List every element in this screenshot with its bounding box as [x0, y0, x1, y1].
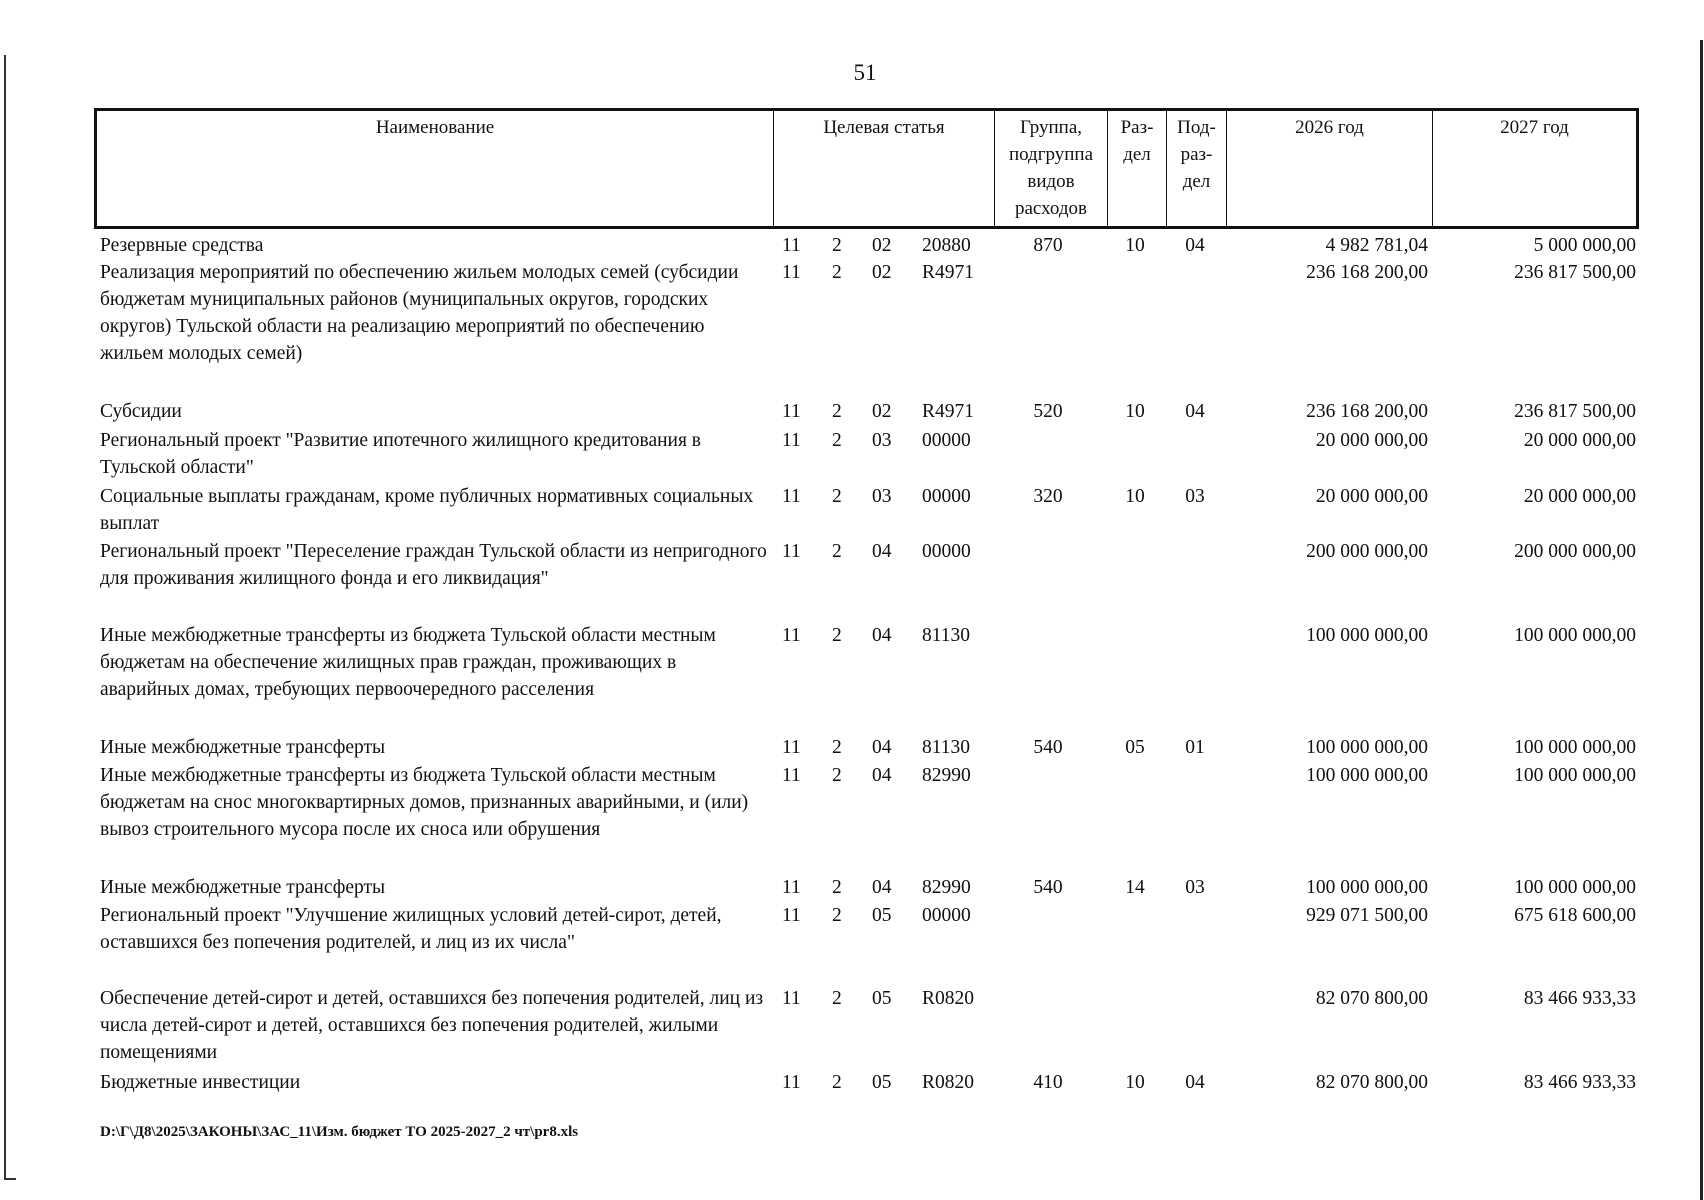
- scan-edge-left-foot: [4, 1178, 16, 1180]
- row-group: 540: [1033, 877, 1063, 898]
- row-target-direction: 81130: [922, 625, 971, 646]
- row-name: Иные межбюджетные трансферты из бюджета Тульской области местным бюджетам на снос многоквартирных домов, признанных аварийными, и (или) вывоз строительного мусора после их сноса или обрушения: [100, 765, 749, 840]
- row-year-2026: 236 168 200,00: [1306, 262, 1428, 283]
- row-target-direction: R0820: [922, 1072, 975, 1093]
- row-target-event: 04: [872, 541, 892, 562]
- row-target-subprogram: 2: [832, 1072, 842, 1093]
- header-subsection-line-2: раз-: [1180, 144, 1213, 165]
- row-target-program: 11: [782, 905, 801, 926]
- row-name: Региональный проект "Развитие ипотечного жилищного кредитования в Тульской области": [100, 430, 702, 478]
- row-target-subprogram: 2: [832, 737, 842, 758]
- row-name: Обеспечение детей-сирот и детей, оставшихся без попечения родителей, лиц из числа детей-сирот и детей, оставшихся без попечения родителей, жилыми помещениями: [100, 988, 764, 1063]
- row-year-2026: 82 070 800,00: [1315, 1072, 1428, 1093]
- row-target-event: 05: [872, 1072, 892, 1093]
- row-target-program: 11: [782, 1072, 801, 1093]
- row-target-direction: R0820: [922, 988, 975, 1009]
- row-group: 870: [1033, 235, 1063, 256]
- row-group: 410: [1033, 1072, 1063, 1093]
- row-target-event: 04: [872, 737, 892, 758]
- row-target-program: 11: [782, 765, 801, 786]
- row-year-2026: 929 071 500,00: [1306, 905, 1428, 926]
- row-target-direction: 82990: [922, 765, 971, 786]
- row-subsection: 04: [1185, 401, 1205, 422]
- row-subsection: 03: [1185, 486, 1205, 507]
- row-section: 10: [1125, 486, 1145, 507]
- row-year-2027: 100 000 000,00: [1514, 765, 1636, 786]
- row-name: Иные межбюджетные трансферты: [100, 737, 386, 758]
- row-section: 14: [1125, 877, 1145, 898]
- header-group-line-3: видов: [1027, 171, 1075, 192]
- row-target-direction: 82990: [922, 877, 971, 898]
- row-target-subprogram: 2: [832, 905, 842, 926]
- row-target-direction: 81130: [922, 737, 971, 758]
- row-name: Социальные выплаты гражданам, кроме публичных нормативных социальных выплат: [100, 486, 754, 534]
- header-year-2027: 2027 год: [1500, 117, 1569, 138]
- row-year-2027: 20 000 000,00: [1523, 486, 1636, 507]
- row-year-2027: 83 466 933,33: [1523, 988, 1636, 1009]
- row-year-2027: 5 000 000,00: [1533, 235, 1636, 256]
- row-target-subprogram: 2: [832, 430, 842, 451]
- row-subsection: 01: [1185, 737, 1205, 758]
- row-name: Иные межбюджетные трансферты из бюджета Тульской области местным бюджетам на обеспечение жилищных прав граждан, проживающих в аварийных домах, требующих первоочередного расселения: [100, 625, 716, 700]
- row-target-subprogram: 2: [832, 765, 842, 786]
- row-target-event: 03: [872, 486, 892, 507]
- header-section: [1108, 111, 1167, 226]
- row-group: 520: [1033, 401, 1063, 422]
- row-section: 10: [1125, 235, 1145, 256]
- row-target-subprogram: 2: [832, 235, 842, 256]
- row-name: Бюджетные инвестиции: [100, 1072, 301, 1093]
- row-year-2027: 675 618 600,00: [1514, 905, 1636, 926]
- row-year-2026: 100 000 000,00: [1306, 625, 1428, 646]
- row-year-2027: 200 000 000,00: [1514, 541, 1636, 562]
- row-section: 10: [1125, 401, 1145, 422]
- row-target-program: 11: [782, 737, 801, 758]
- row-target-subprogram: 2: [832, 877, 842, 898]
- row-target-program: 11: [782, 541, 801, 562]
- row-year-2027: 83 466 933,33: [1523, 1072, 1636, 1093]
- row-target-direction: 00000: [922, 541, 971, 562]
- row-year-2027: 236 817 500,00: [1514, 401, 1636, 422]
- row-target-event: 03: [872, 430, 892, 451]
- row-target-event: 04: [872, 877, 892, 898]
- row-name: Субсидии: [100, 401, 182, 422]
- row-name: Иные межбюджетные трансферты: [100, 877, 386, 898]
- scan-edge-left: [4, 55, 6, 1180]
- page-number: 51: [853, 60, 877, 85]
- row-year-2026: 100 000 000,00: [1306, 737, 1428, 758]
- row-year-2026: 236 168 200,00: [1306, 401, 1428, 422]
- row-group: 320: [1033, 486, 1063, 507]
- header-subsection-line-1: Под-: [1177, 117, 1216, 138]
- row-target-program: 11: [782, 486, 801, 507]
- row-target-program: 11: [782, 430, 801, 451]
- footer-file-path: D:\Г\Д8\2025\ЗАКОНЫ\ЗАС_11\Изм. бюджет ТО 2025-2027_2 чт\pr8.xls: [100, 1124, 579, 1140]
- row-target-event: 02: [872, 235, 892, 256]
- row-target-subprogram: 2: [832, 625, 842, 646]
- header-subsection: [1167, 111, 1227, 226]
- row-group: 540: [1033, 737, 1063, 758]
- row-name: Региональный проект "Улучшение жилищных условий детей-сирот, детей, оставшихся без попечения родителей, и лиц из их числа": [100, 905, 722, 953]
- header-year-2026: 2026 год: [1227, 111, 1433, 226]
- row-target-program: 11: [782, 625, 801, 646]
- row-target-event: 05: [872, 988, 892, 1009]
- header-group-line-4: расходов: [1015, 198, 1087, 219]
- row-target-event: 05: [872, 905, 892, 926]
- row-year-2027: 20 000 000,00: [1523, 430, 1636, 451]
- row-target-direction: 00000: [922, 430, 971, 451]
- row-name: Реализация мероприятий по обеспечению жильем молодых семей (субсидии бюджетам муниципальных районов (муниципальных округов, городских округов) Тульской области на реализацию мероприятий по обеспечению жильем молодых семей): [100, 262, 739, 364]
- row-target-subprogram: 2: [832, 262, 842, 283]
- row-target-direction: 20880: [922, 235, 971, 256]
- header-subsection-line-3: дел: [1182, 171, 1211, 192]
- row-target-program: 11: [782, 877, 801, 898]
- row-target-direction: R4971: [922, 401, 975, 422]
- header-section-line-1: Раз-: [1120, 117, 1154, 138]
- header-target-article: Целевая статья: [774, 111, 995, 226]
- row-subsection: 04: [1185, 1072, 1205, 1093]
- row-year-2026: 82 070 800,00: [1315, 988, 1428, 1009]
- header-section-line-2: дел: [1123, 144, 1151, 165]
- row-year-2026: 20 000 000,00: [1315, 486, 1428, 507]
- row-year-2027: 236 817 500,00: [1514, 262, 1636, 283]
- row-target-program: 11: [782, 262, 801, 283]
- row-year-2027: 100 000 000,00: [1514, 877, 1636, 898]
- row-target-program: 11: [782, 401, 801, 422]
- row-target-direction: 00000: [922, 905, 971, 926]
- row-target-event: 04: [872, 625, 892, 646]
- row-year-2026: 20 000 000,00: [1315, 430, 1428, 451]
- row-target-event: 02: [872, 401, 892, 422]
- row-target-event: 02: [872, 262, 892, 283]
- row-subsection: 03: [1185, 877, 1205, 898]
- row-target-subprogram: 2: [832, 486, 842, 507]
- row-target-subprogram: 2: [832, 401, 842, 422]
- row-section: 05: [1125, 737, 1145, 758]
- row-year-2026: 200 000 000,00: [1306, 541, 1428, 562]
- header-group-line-2: подгруппа: [1008, 144, 1094, 165]
- table-header: [94, 108, 1639, 229]
- row-year-2026: 100 000 000,00: [1306, 765, 1428, 786]
- row-name: Резервные средства: [100, 235, 264, 256]
- row-year-2027: 100 000 000,00: [1514, 625, 1636, 646]
- row-year-2026: 100 000 000,00: [1306, 877, 1428, 898]
- row-section: 10: [1125, 1072, 1145, 1093]
- row-target-direction: R4971: [922, 262, 975, 283]
- row-target-program: 11: [782, 235, 801, 256]
- row-target-subprogram: 2: [832, 541, 842, 562]
- row-target-program: 11: [782, 988, 801, 1009]
- header-name: Наименование: [97, 111, 774, 226]
- row-subsection: 04: [1185, 235, 1205, 256]
- row-name: Региональный проект "Переселение граждан Тульской области из непригодного для проживания жилищного фонда и его ликвидация": [100, 541, 767, 589]
- row-target-event: 04: [872, 765, 892, 786]
- row-target-subprogram: 2: [832, 988, 842, 1009]
- row-year-2027: 100 000 000,00: [1514, 737, 1636, 758]
- row-year-2026: 4 982 781,04: [1325, 235, 1428, 256]
- scan-edge-right: [1700, 40, 1703, 1200]
- row-target-direction: 00000: [922, 486, 971, 507]
- header-group-line-1: Группа,: [1019, 117, 1083, 138]
- header-group: [995, 111, 1108, 226]
